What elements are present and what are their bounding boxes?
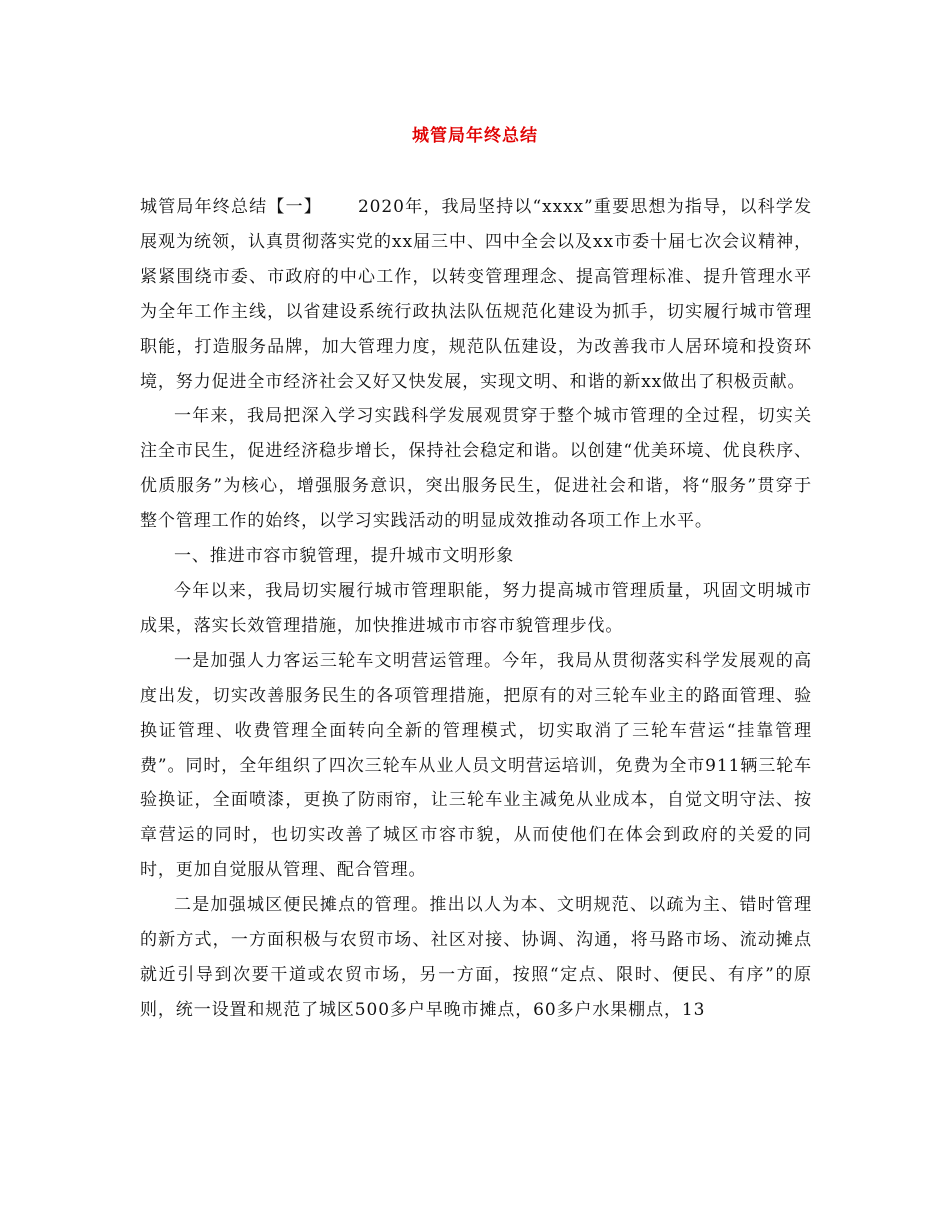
- document-body: [140, 190, 812, 1028]
- section-heading: 一、推进市容市貌管理，提升城市文明形象: [174, 546, 515, 567]
- paragraph: 一是加强人力客运三轮车文明营运管理。今年，我局从贯彻落实科学发展观的高度出发，切实改善服务民生的各项管理措施，把原有的对三轮车业主的路面管理、验换证管理、收费管理全面转向全新的管理模式，切实取消了三轮车营运“挂靠管理费”。同时，全年组织了四次三轮车从业人员文明营运培训，免费为全市911辆三轮车验换证，全面喷漆，更换了防雨帘，让三轮车业主减免从业成本，自觉文明守法、按章营运的同时，也切实改善了城区市容市貌，从而使他们在体会到政府的关爱的同时，更加自觉服从管理、配合管理。: [140, 650, 812, 881]
- paragraph-intro: [140, 190, 812, 399]
- paragraph: 二是加强城区便民摊点的管理。推出以人为本、文明规范、以疏为主、错时管理的新方式，一方面积极与农贸市场、社区对接、协调、沟通，将马路市场、流动摊点就近引导到次要干道或农贸市场，另一方面，按照“定点、限时、便民、有序”的原则，统一设置和规范了城区500多户早晚市摊点，60多户水果棚点，13: [140, 895, 812, 1020]
- intro-label: 城管局年终总结【一】: [140, 197, 322, 217]
- paragraph: 一年来，我局把深入学习实践科学发展观贯穿于整个城市管理的全过程，切实关注全市民生，促进经济稳步增长，保持社会稳定和谐。以创建“优美环境、优良秩序、优质服务”为核心，增强服务意识，突出服务民生，促进社会和谐，将“服务”贯穿于整个管理工作的始终，以学习实践活动的明显成效推动各项工作上水平。: [140, 406, 812, 532]
- paragraph-text: 2020年，我局坚持以“xxxx”重要思想为指导，以科学发展观为统领，认真贯彻落实党的xx届三中、四中全会以及xx市委十届七次会议精神，紧紧围绕市委、市政府的中心工作，以转变管理理念、提高管理标准、提升管理水平为全年工作主线，以省建设系统行政执法队伍规范化建设为抓手，切实履行城市管理职能，打造服务品牌，加大管理力度，规范队伍建设，为改善我市人居环境和投资环境，努力促进全市经济社会又好又快发展，实现文明、和谐的新xx做出了积极贡献。: [140, 197, 812, 392]
- document-title: 城管局年终总结: [412, 126, 538, 146]
- paragraph: 今年以来，我局切实履行城市管理职能，努力提高城市管理质量，巩固文明城市成果，落实长效管理措施，加快推进城市市容市貌管理步伐。: [140, 580, 812, 636]
